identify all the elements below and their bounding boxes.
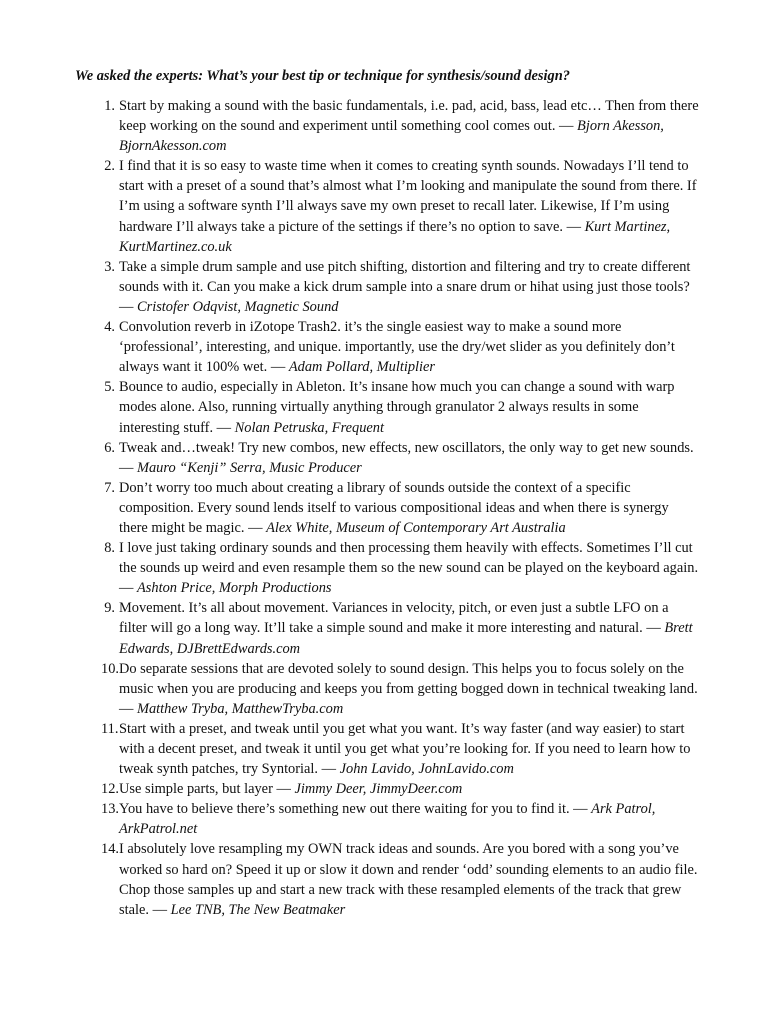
- item-number: 4.: [104, 319, 115, 336]
- list-item: [75, 438, 699, 478]
- item-text: You have to believe there’s something new out there waiting for you to find it. —: [119, 801, 592, 818]
- item-text: Don’t worry too much about creating a library of sounds outside the context of a specific composition. Every sound lends itself to various compositional ideas and when there is synergy there might be magic. —: [119, 479, 669, 536]
- item-number: 5.: [104, 379, 115, 396]
- item-number: 10.: [101, 660, 119, 677]
- item-text: I love just taking ordinary sounds and then processing them heavily with effects. Sometimes I’ll cut the sounds up weird and even resample them so the new sound can be played on the keyboard again. —: [119, 540, 699, 597]
- item-text: Start by making a sound with the basic fundamentals, i.e. pad, acid, bass, lead etc… Then from there keep working on the sound and experiment until something cool comes out. —: [119, 98, 699, 135]
- list-item: [75, 598, 699, 658]
- item-text: Tweak and…tweak! Try new combos, new effects, new oscillators, the only way to get new sounds. —: [119, 439, 694, 476]
- item-attribution: Brett Edwards, DJBrettEdwards.com: [119, 620, 693, 657]
- item-attribution: Mauro “Kenji” Serra, Music Producer: [137, 459, 362, 476]
- item-attribution: Ark Patrol, ArkPatrol.net: [119, 801, 656, 838]
- list-item: [75, 719, 699, 779]
- list-item: [75, 779, 699, 799]
- list-item: [75, 317, 699, 377]
- item-attribution: Cristofer Odqvist, Magnetic Sound: [137, 298, 339, 315]
- item-text: I absolutely love resampling my OWN track ideas and sounds. Are you bored with a song you’ve worked so hard on? Speed it up or slow it down and render ‘odd’ sounding elements to an audio file. Chop those samples up and start a new track with these resampled elements of the track that grew stale. —: [119, 841, 698, 918]
- tips-list: [75, 96, 699, 920]
- list-item: [75, 799, 699, 839]
- list-item: [75, 257, 699, 317]
- list-item: [75, 659, 699, 719]
- item-attribution: Bjorn Akesson, BjornAkesson.com: [119, 118, 664, 155]
- item-attribution: Jimmy Deer, JimmyDeer.com: [294, 781, 463, 798]
- item-attribution: Lee TNB, The New Beatmaker: [170, 901, 346, 918]
- item-text: Convolution reverb in iZotope Trash2. it’s the single easiest way to make a sound more ‘professional’, interesting, and unique. importantly, use the dry/wet slider as you definitely don’t always want it 100% wet. —: [119, 319, 675, 376]
- item-text: Start with a preset, and tweak until you get what you want. It’s way faster (and way easier) to start with a decent preset, and tweak it until you get what you’re looking for. If you need to learn how to tweak synth patches, try Syntorial. —: [119, 720, 691, 778]
- page-heading: We asked the experts: What’s your best tip or technique for synthesis/sound design?: [75, 68, 570, 84]
- item-number: 1.: [104, 98, 115, 114]
- item-text: Movement. It’s all about movement. Variances in velocity, pitch, or even just a subtle LFO on a filter will go a long way. It’ll take a simple sound and make it more interesting and natural. —: [119, 600, 669, 637]
- item-number: 9.: [104, 600, 115, 617]
- list-item: [75, 377, 699, 437]
- item-number: 8.: [104, 540, 115, 557]
- item-number: 7.: [104, 479, 115, 496]
- list-item: [75, 96, 699, 156]
- list-item: [75, 538, 699, 598]
- item-text: Do separate sessions that are devoted solely to sound design. This helps you to focus solely on the music when you are producing and keeps you from getting bogged down in technical tweaking land. —: [119, 660, 698, 717]
- item-number: 13.: [101, 801, 119, 818]
- item-text: Bounce to audio, especially in Ableton. It’s insane how much you can change a sound with warp modes alone. Also, running virtually anything through granulator 2 always results in some interesting stuff. —: [119, 379, 675, 436]
- item-text: Take a simple drum sample and use pitch shifting, distortion and filtering and try to create different sounds with it. Can you make a kick drum sample into a snare drum or hihat using just those tools? —: [119, 258, 691, 315]
- item-number: 14.: [101, 841, 119, 858]
- item-attribution: Alex White, Museum of Contemporary Art Australia: [266, 519, 566, 536]
- item-text: I find that it is so easy to waste time when it comes to creating synth sounds. Nowadays I’ll tend to start with a preset of a sound that’s almost what I’m looking and manipulate the sound from there. If I’m using a software synth I’ll always save my own preset to recall later. Likewise, If I’m using hardware I’ll always take a picture of the settings if there’s no option to save. —: [119, 158, 697, 235]
- item-number: 6.: [104, 439, 115, 456]
- list-item: [75, 839, 699, 919]
- list-item: [75, 156, 699, 256]
- list-item: [75, 478, 699, 538]
- item-attribution: Nolan Petruska, Frequent: [234, 419, 385, 436]
- item-attribution: John Lavido, JohnLavido.com: [339, 761, 514, 778]
- item-attribution: Kurt Martinez, KurtMartinez.co.uk: [119, 218, 671, 255]
- item-number: 11.: [101, 720, 119, 737]
- item-text: Use simple parts, but layer —: [119, 781, 295, 798]
- item-attribution: Adam Pollard, Multiplier: [288, 359, 436, 376]
- item-number: 12.: [101, 781, 119, 798]
- item-number: 3.: [104, 258, 115, 275]
- item-attribution: Matthew Tryba, MatthewTryba.com: [137, 700, 344, 717]
- item-attribution: Ashton Price, Morph Productions: [137, 580, 332, 597]
- item-number: 2.: [104, 158, 115, 175]
